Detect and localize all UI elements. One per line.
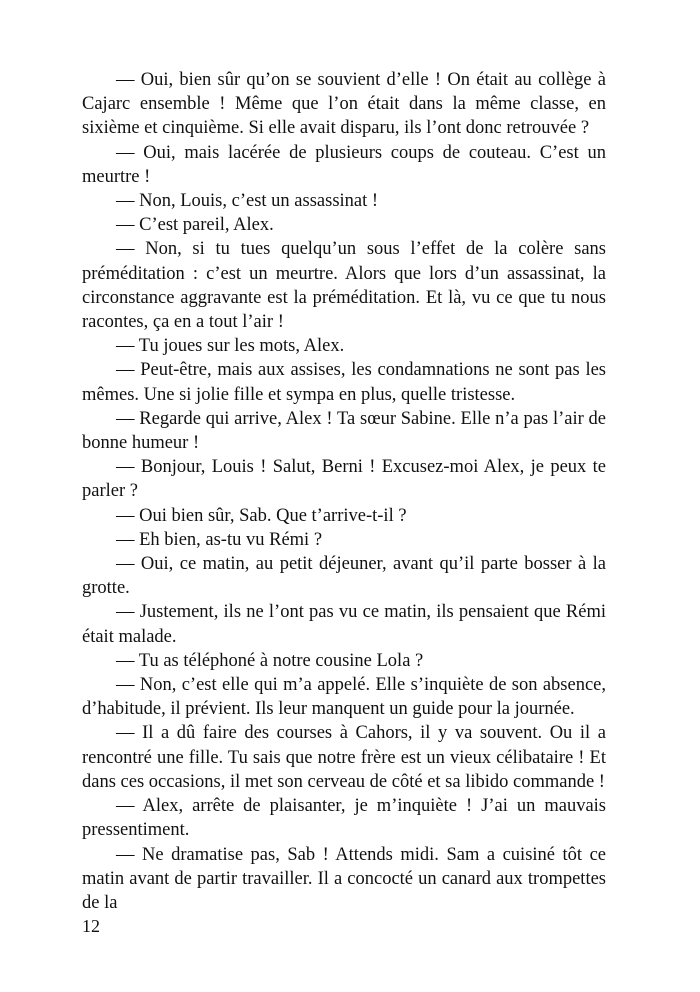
paragraph: — Eh bien, as-tu vu Rémi ? xyxy=(116,529,323,550)
paragraph: — Regarde qui arrive, Alex ! Ta sœur Sabine. Elle n’a pas l’air de bonne humeur ! xyxy=(82,408,606,454)
paragraph: — Oui, ce matin, au petit déjeuner, avant qu’il parte bosser à la grotte. xyxy=(82,554,606,599)
paragraph: — Justement, ils ne l’ont pas vu ce matin, ils pensaient que Rémi était malade. xyxy=(82,602,606,647)
paragraph: — Bonjour, Louis ! Salut, Berni ! Excusez-moi Alex, je peux te parler ? xyxy=(82,457,606,502)
paragraph: — Oui, bien sûr qu’on se souvient d’elle ! On était au collège à Cajarc ensemble ! Même que l’on était dans la même classe, en sixième et cinquième. Si elle avait disparu, ils l’ont donc retrouvée ? xyxy=(82,70,606,139)
page-text xyxy=(82,68,606,915)
paragraph: — Oui, mais lacérée de plusieurs coups de couteau. C’est un meurtre ! xyxy=(82,142,606,187)
paragraph: — Ne dramatise pas, Sab ! Attends midi. Sam a cuisiné tôt ce matin avant de partir travailler. Il a concocté un canard aux trompettes de la xyxy=(82,844,606,913)
paragraph: — Non, Louis, c’est un assassinat ! xyxy=(116,191,379,212)
paragraph: — Non, si tu tues quelqu’un sous l’effet de la colère sans préméditation : c’est un meurtre. Alors que lors d’un assassinat, la circonstance aggravante est la préméditation. Et là, vu ce que tu nous racontes, ça en a tout l’air ! xyxy=(82,239,606,333)
paragraph: — Alex, arrête de plaisanter, je m’inquiète ! J’ai un mauvais pressentiment. xyxy=(82,796,606,841)
paragraph: — Non, c’est elle qui m’a appelé. Elle s’inquiète de son absence, d’habitude, il prévient. Ils leur manquent un guide pour la journée. xyxy=(82,675,606,720)
paragraph: — Tu joues sur les mots, Alex. xyxy=(116,336,345,357)
paragraph: — Peut-être, mais aux assises, les condamnations ne sont pas les mêmes. Une si jolie fille et sympa en plus, quelle tristesse. xyxy=(82,360,606,405)
paragraph: — Oui bien sûr, Sab. Que t’arrive-t-il ? xyxy=(116,505,407,526)
page-number: 12 xyxy=(82,916,100,936)
paragraph: — C’est pareil, Alex. xyxy=(116,215,274,236)
paragraph: — Tu as téléphoné à notre cousine Lola ? xyxy=(116,650,424,671)
paragraph: — Il a dû faire des courses à Cahors, il y va souvent. Ou il a rencontré une fille. Tu sais que notre frère est un vieux célibataire ! Et dans ces occasions, il met son cerveau de côté et sa libido commande ! xyxy=(82,723,606,792)
